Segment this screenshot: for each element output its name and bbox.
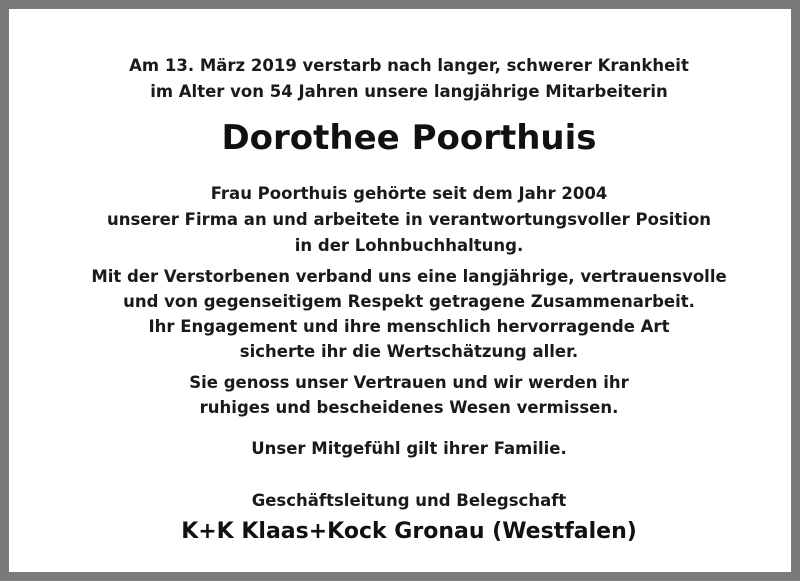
- paragraph1-line-1: Frau Poorthuis gehörte seit dem Jahr 2004: [210, 184, 608, 203]
- paragraph3-line-1: Sie genoss unser Vertrauen und wir werden ihr: [189, 373, 629, 392]
- obituary-notice: [18, 18, 800, 581]
- deceased-name: Dorothee Poorthuis: [221, 118, 597, 158]
- paragraph2-line-3: Ihr Engagement und ihre menschlich hervorragende Art: [148, 317, 670, 336]
- signature-group: Geschäftsleitung und Belegschaft: [251, 491, 567, 510]
- paragraph1-line-3: in der Lohnbuchhaltung.: [294, 236, 524, 255]
- paragraph3-line-2: ruhiges und bescheidenes Wesen vermissen.: [199, 398, 619, 417]
- paragraph2-line-4: sicherte ihr die Wertschätzung aller.: [239, 342, 579, 361]
- intro-line-1: Am 13. März 2019 verstarb nach langer, schwerer Krankheit: [129, 56, 689, 75]
- paragraph1-line-2: unserer Firma an und arbeitete in verantwortungsvoller Position: [106, 210, 712, 229]
- paragraph2-line-2: und von gegenseitigem Respekt getragene Zusammenarbeit.: [123, 292, 695, 311]
- signature-company: K+K Klaas+Kock Gronau (Westfalen): [181, 519, 637, 544]
- intro-line-2: im Alter von 54 Jahren unsere langjährige Mitarbeiterin: [150, 82, 668, 101]
- condolence-line: Unser Mitgefühl gilt ihrer Familie.: [251, 439, 567, 458]
- paragraph2-line-1: Mit der Verstorbenen verband uns eine langjährige, vertrauensvolle: [91, 267, 727, 286]
